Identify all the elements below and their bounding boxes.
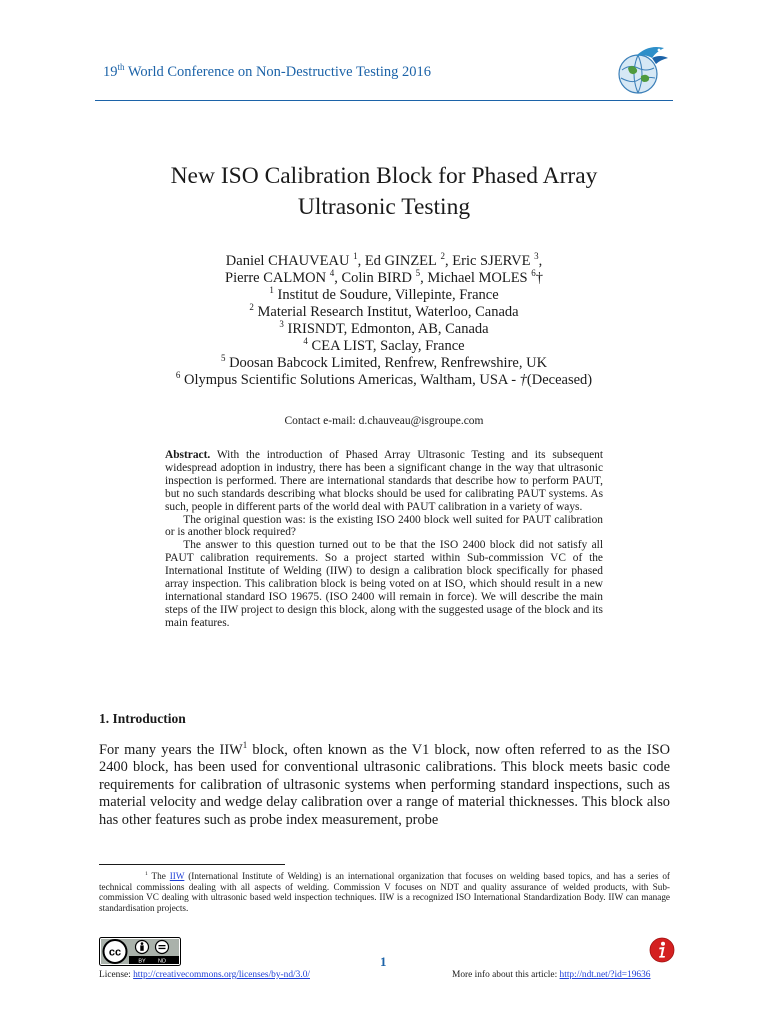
conference-title <box>103 64 431 81</box>
author-name: Pierre CALMON <box>225 270 327 286</box>
affiliation-number: 3 <box>279 319 284 330</box>
paper-title <box>100 161 668 223</box>
more-info-link[interactable]: http://ndt.net/?id=19636 <box>559 970 651 980</box>
author-affiliation-mark: 6 <box>531 268 536 279</box>
footnote-number: 1 <box>145 870 148 877</box>
more-info-label: More info about this article: <box>452 970 560 980</box>
author-affiliation-mark: 5 <box>415 268 421 279</box>
header-divider <box>95 100 673 101</box>
nd-label: ND <box>158 958 166 965</box>
title-line-1: New ISO Calibration Block for Phased Array <box>170 163 598 189</box>
affiliation-line <box>100 355 668 372</box>
affiliation-line <box>100 372 668 389</box>
footnote-text: (International Institute of Welding) is an international organization that focuses on welding based topics, and has a series of technical commissions dealing with all aspects of welding. Commission V focuses on NDT and quality assurance of welded products, with Sub-commission VC dealing with ultrasonic based weld inspection techniques. IIW is a recognized ISO International Standardization Body. IIW can manage standardisation projects. <box>99 871 670 914</box>
author-separator: , <box>420 270 428 286</box>
contact-email: Contact e-mail: d.chauveau@isgroupe.com <box>284 415 484 427</box>
conference-globe-logo <box>608 40 674 98</box>
affiliation-number: 4 <box>303 336 308 347</box>
abstract-paragraph: The answer to this question turned out to be that the ISO 2400 block did not satisfy all PAUT calibration requirements. So a project started within Sub-commission VC of the International Institute of Welding (IIW) to design a calibration block specifically for phased array inspection. This calibration block is being voted on at ISO, which should result in a new international standard ISO 19675. (ISO 2400 will remain in force). We will describe the main steps of the IIW project to design this block, along with the suggested usage of the block and its main features. <box>165 539 603 629</box>
affiliation-number: 1 <box>269 285 274 296</box>
author-name: Colin BIRD <box>341 270 412 286</box>
author-name: Michael MOLES <box>427 270 528 286</box>
cc-by-nd-badge[interactable] <box>99 937 181 966</box>
page-number: 1 <box>380 954 387 969</box>
author-name: Daniel CHAUVEAU <box>225 253 350 269</box>
author-separator: , <box>357 253 365 269</box>
conference-name: World Conference on Non-Destructive Testing 2016 <box>124 64 432 80</box>
intro-text: block, often known as the V1 block, now often referred to as the ISO 2400 block, has been used for conventional ultrasonic calibrations. This block meets basic code requirements for calibration of ultrasonic systems when performing standard inspections, such as material velocity and wedge delay calibration over a range of material thicknesses. This block also has other features such as probe index measurement, probe <box>99 742 670 828</box>
affiliation-number: 5 <box>220 353 226 364</box>
footnote-text: The <box>147 871 170 881</box>
author-affiliation-mark: 3 <box>534 251 539 262</box>
affiliation-text: Olympus Scientific Solutions Americas, Waltham, USA - <box>180 372 520 388</box>
affiliation-number: 6 <box>175 370 181 381</box>
abstract-paragraph <box>165 449 603 514</box>
abstract-label: Abstract. <box>165 449 211 461</box>
footnote-ref[interactable]: 1 <box>242 740 248 751</box>
footnote <box>99 871 670 914</box>
affiliation-text: Doosan Babcock Limited, Renfrew, Renfrewshire, UK <box>225 355 548 371</box>
author-affiliation-mark: 4 <box>329 268 335 279</box>
license-line <box>99 970 310 980</box>
abstract <box>165 449 603 630</box>
author-affiliation-mark: 2 <box>440 251 446 262</box>
license-link[interactable]: http://creativecommons.org/licenses/by-nd/3.0/ <box>133 970 310 980</box>
affiliation-line <box>100 321 668 338</box>
deceased-dagger: † <box>535 270 543 286</box>
affiliation-number: 2 <box>249 302 254 313</box>
affiliation-line <box>100 287 668 304</box>
affiliation-text: Material Research Institut, Waterloo, Canada <box>253 304 519 320</box>
abstract-paragraph: The original question was: is the existing ISO 2400 block well suited for PAUT calibration or is another block required? <box>165 513 603 539</box>
intro-paragraph <box>99 742 670 829</box>
by-label: BY <box>138 958 146 965</box>
deceased-label-paren: (Deceased) <box>526 372 593 388</box>
author-separator: , <box>445 253 453 269</box>
cc-label: cc <box>108 946 122 959</box>
affiliation-text: Institut de Soudure, Villepinte, France <box>273 287 499 303</box>
info-icon[interactable] <box>649 937 675 963</box>
affiliation-line <box>100 304 668 321</box>
author-line-2 <box>100 270 668 287</box>
deceased-mark: † <box>519 372 527 388</box>
author-separator: , <box>538 253 543 269</box>
affiliation-line <box>100 338 668 355</box>
iiw-link[interactable]: IIW <box>169 871 185 881</box>
author-line-1 <box>100 253 668 270</box>
section-heading: 1. Introduction <box>99 711 186 726</box>
abstract-text: With the introduction of Phased Array Ultrasonic Testing and its subsequent widespread adoption in industry, there has been a significant change in the way that ultrasonic inspection is performed. There are international standards that describe how to perform PAUT, but no such standards describing what blocks should be used for calibrating PAUT systems. As such, people in different parts of the world deal with PAUT calibration in a variety of ways. <box>165 449 603 513</box>
affiliation-text: CEA LIST, Saclay, France <box>307 338 465 354</box>
author-affiliation-mark: 1 <box>353 251 358 262</box>
conference-ordinal: 19 <box>103 64 118 80</box>
license-label: License: <box>99 970 134 980</box>
more-info-line <box>452 970 651 980</box>
intro-text: For many years the IIW <box>99 742 243 758</box>
title-line-2: Ultrasonic Testing <box>297 194 471 220</box>
footnote-divider <box>99 864 285 865</box>
author-separator: , <box>334 270 342 286</box>
conference-ordinal-suffix: th <box>117 62 125 73</box>
author-name: Eric SJERVE <box>452 253 531 269</box>
author-name: Ed GINZEL <box>364 253 437 269</box>
affiliation-text: IRISNDT, Edmonton, AB, Canada <box>283 321 489 337</box>
author-block <box>100 253 668 389</box>
